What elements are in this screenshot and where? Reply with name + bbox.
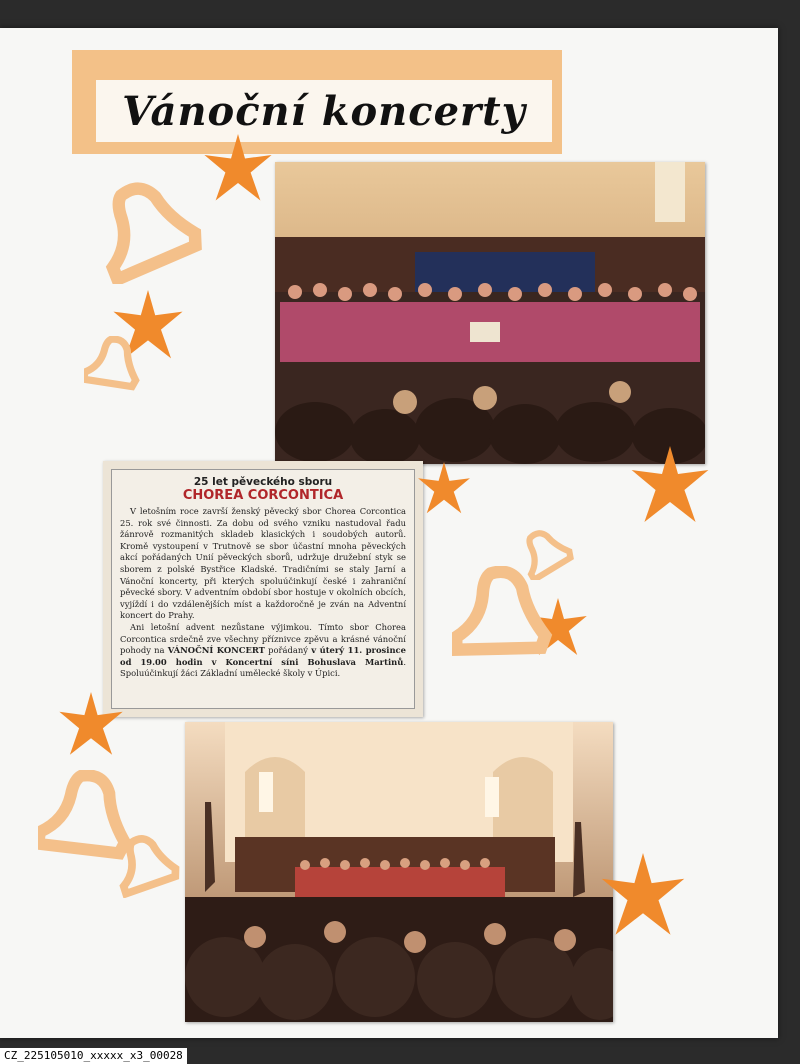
bell-icon <box>84 336 144 396</box>
bell-icon <box>452 566 556 670</box>
star-icon <box>58 690 124 760</box>
p2-text-a: Ani letošní advent nezůstane výjimkou. Tímto sbor Chorea Corcontica srdečně zve všechny příznivce zpěvu a krásné vánoční pohody na <box>120 621 406 656</box>
title-box <box>96 80 552 142</box>
clipping-paragraph-1: V letošním roce završí ženský pěvecký sbor Chorea Corcontica 25. rok své činnosti. Za dobu od svého vzniku nastudoval řadu žánrově rozmanitých skladeb klasických i soudobých autorů. Kromě vystoupení v Trutnově se sbor účastní mnoha pěveckých akcí pořádaných Unií pěveckých sborů, udržuje družební styk se sborem z polské Bystřice Kladské. Tradičními se staly Jarní a Vánoční koncerty, při kterých spoluúčinkují české i zahraniční pěvecké sbory. V adventním období sbor hostuje v okolních obcích, vyjíždí i do vzdálenějších míst a každoročně je zván na Adventní koncert do Prahy. <box>120 506 406 621</box>
p2-text-c: . Spoluúčinkují žáci Základní umělecké školy v Úpici. <box>120 656 406 679</box>
newspaper-clipping <box>103 461 423 717</box>
star-icon <box>417 462 471 516</box>
choir-photo-bottom <box>185 722 613 1022</box>
bell-icon <box>98 180 202 284</box>
clipping-heading: CHOREA CORCONTICA <box>182 488 344 503</box>
clipping-frame <box>111 469 415 709</box>
page-title: Vánoční koncerty <box>122 87 526 135</box>
choir-photo-top <box>275 162 705 464</box>
image-id-caption: CZ_225105010_xxxxx_x3_00028 <box>0 1048 187 1064</box>
star-icon <box>600 852 686 940</box>
star-icon <box>628 446 712 526</box>
clipping-body <box>120 506 406 680</box>
clipping-paragraph-2 <box>120 622 406 680</box>
bell-icon <box>116 834 180 898</box>
p2-bold-concert: VÁNOČNÍ KONCERT <box>167 645 265 656</box>
p2-text-b: pořádaný <box>264 645 312 656</box>
star-icon <box>200 134 276 204</box>
clipping-subtitle: 25 let pěveckého sboru <box>193 476 333 488</box>
p2-bold-date: v úterý 11. prosince od 19.00 hodin v Koncertní síni Bohuslava Martinů <box>120 645 406 667</box>
